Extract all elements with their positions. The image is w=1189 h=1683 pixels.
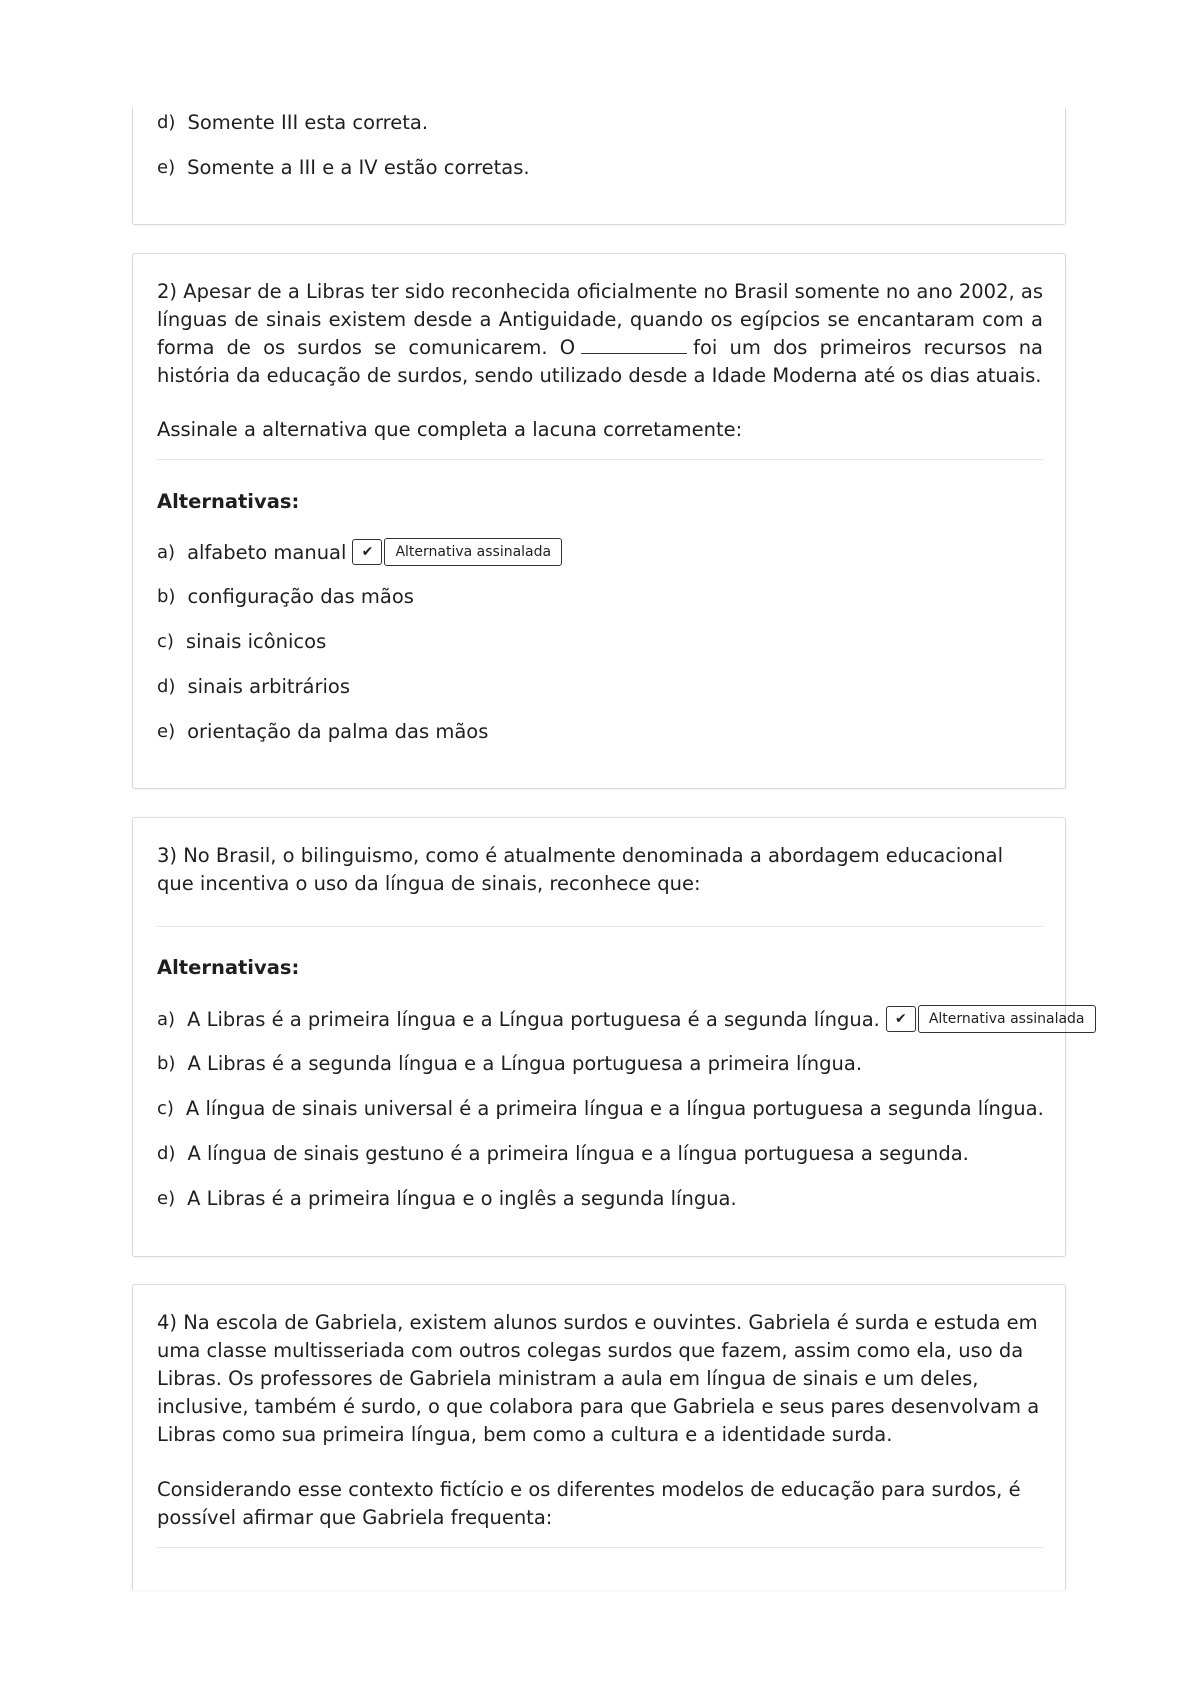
q2-text-after-blank: foi um dos primeiros recursos na história da educação de surdos, sendo utilizado desde a Idade Moderna até os dias atuais. <box>157 336 1044 387</box>
alternative-text: A língua de sinais gestuno é a primeira língua e a língua portuguesa a segunda. <box>187 1142 969 1165</box>
q3-alternative-a[interactable] <box>157 1005 1096 1033</box>
q3-alternative-c[interactable] <box>157 1097 1044 1120</box>
alternative-text: A Libras é a primeira língua e a Língua portuguesa é a segunda língua. <box>187 1007 880 1031</box>
q2-alternative-b[interactable] <box>157 585 414 608</box>
alternative-text: Somente III esta correta. <box>187 111 429 134</box>
q1-alternative-d[interactable] <box>157 111 428 134</box>
q2-text-before-blank: Apesar de a Libras ter sido reconhecida oficialmente no Brasil somente no ano 2002, as línguas de sinais existem desde a Antiguidade, quando os egípcios se encantaram com a forma de os surdos se comunicarem. O <box>157 280 1043 359</box>
q3-alternative-b[interactable] <box>157 1052 862 1075</box>
check-icon: ✔ <box>886 1006 916 1032</box>
question-number: 3) <box>157 844 178 867</box>
alternative-text: A Libras é a segunda língua e a Língua portuguesa a primeira língua. <box>187 1052 863 1075</box>
divider <box>157 459 1043 460</box>
q3-alternative-e[interactable] <box>157 1187 737 1210</box>
question-4-card <box>132 1284 1066 1590</box>
alternatives-title: Alternativas: <box>157 490 300 513</box>
q4-statement <box>157 1309 1043 1449</box>
alternative-text: A Libras é a primeira língua e o inglês a segunda língua. <box>187 1187 737 1210</box>
alternative-text: sinais arbitrários <box>187 675 351 698</box>
selected-badge: Alternativa assinalada <box>384 538 562 566</box>
alternative-letter: d) <box>157 676 176 697</box>
alternative-letter: e) <box>157 1188 176 1209</box>
q3-statement <box>157 842 1043 898</box>
alternative-text: configuração das mãos <box>187 585 414 608</box>
divider <box>157 926 1043 927</box>
q4-text: Na escola de Gabriela, existem alunos surdos e ouvintes. Gabriela é surda e estuda em uma classe multisseriada com outros colegas surdos que fazem, assim como ela, uso da Libras. Os professores de Gabriela ministram a aula em língua de sinais e um deles, inclusive, também é surdo, o que colabora para que Gabriela e seus pares desenvolvam a Libras como sua primeira língua, bem como a cultura e a identidade surda. <box>157 1311 1040 1446</box>
q3-alternative-d[interactable] <box>157 1142 969 1165</box>
alternative-text: A língua de sinais universal é a primeira língua e a língua portuguesa a segunda língua. <box>185 1097 1044 1120</box>
alternative-letter: c) <box>157 631 174 652</box>
q2-instruction: Assinale a alternativa que completa a lacuna corretamente: <box>157 418 743 441</box>
alternative-letter: d) <box>157 112 176 133</box>
alternative-letter: e) <box>157 721 176 742</box>
alternative-text: Somente a III e a IV estão corretas. <box>187 156 530 179</box>
selected-badge: Alternativa assinalada <box>918 1005 1096 1033</box>
question-number: 4) <box>157 1311 178 1334</box>
alternative-text: sinais icônicos <box>185 630 327 653</box>
q4-instruction: Considerando esse contexto fictício e os diferentes modelos de educação para surdos, é possível afirmar que Gabriela frequenta: <box>157 1478 1021 1529</box>
fill-blank <box>581 335 687 354</box>
q2-alternative-d[interactable] <box>157 675 350 698</box>
alternative-letter: b) <box>157 1053 176 1074</box>
question-1-card <box>132 108 1066 225</box>
alternatives-title: Alternativas: <box>157 956 300 979</box>
q2-alternative-a[interactable] <box>157 538 562 566</box>
question-number: 2) <box>157 280 178 303</box>
check-icon: ✔ <box>352 539 382 565</box>
q1-alternative-e[interactable] <box>157 156 530 179</box>
q2-alternative-e[interactable] <box>157 720 488 743</box>
q2-alternative-c[interactable] <box>157 630 326 653</box>
alternative-letter: a) <box>157 541 176 563</box>
alternative-letter: d) <box>157 1143 176 1164</box>
q3-text: No Brasil, o bilinguismo, como é atualmente denominada a abordagem educacional que incentiva o uso da língua de sinais, reconhece que: <box>157 844 1003 895</box>
alternative-letter: e) <box>157 157 176 178</box>
alternative-text: alfabeto manual <box>187 540 347 564</box>
alternative-letter: b) <box>157 586 176 607</box>
divider <box>157 1547 1043 1548</box>
question-2-card <box>132 253 1066 789</box>
alternative-letter: a) <box>157 1008 176 1030</box>
q2-statement <box>157 278 1043 390</box>
question-3-card <box>132 817 1085 1257</box>
alternative-text: orientação da palma das mãos <box>187 720 489 743</box>
alternative-letter: c) <box>157 1098 174 1119</box>
